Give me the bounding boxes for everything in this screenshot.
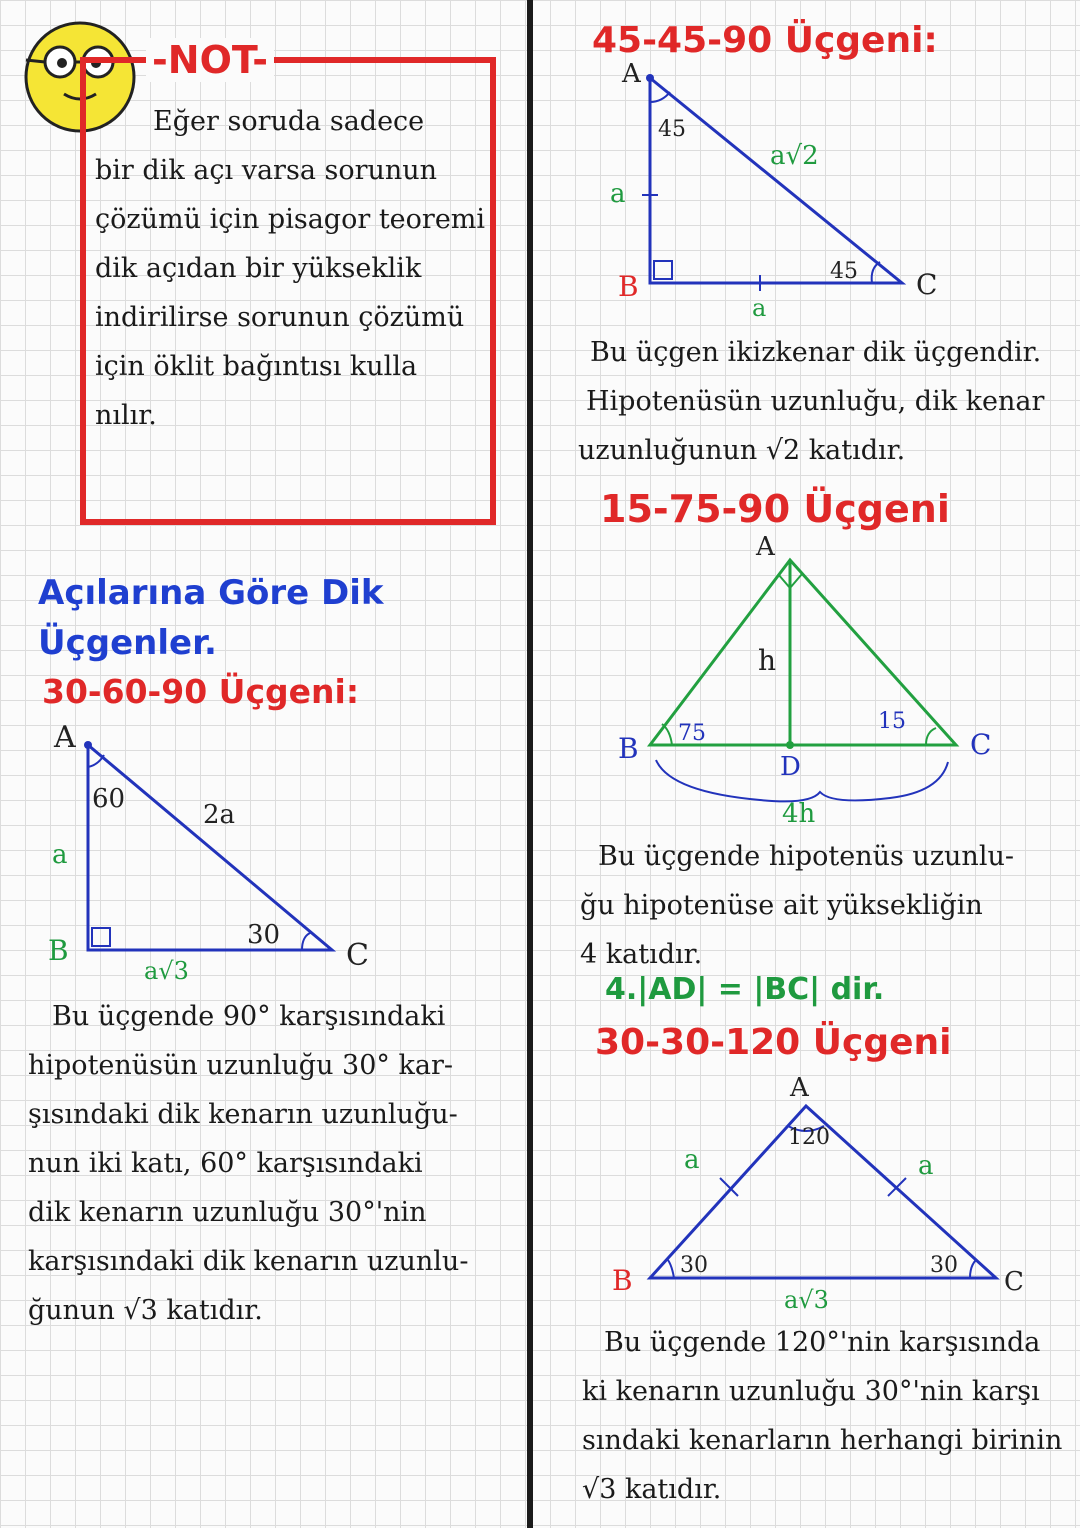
t45-explanation — [578, 328, 1073, 475]
angle-a-label: 45 — [658, 117, 686, 142]
vertex-a-label: A — [54, 720, 76, 755]
hypotenuse-label: a√2 — [770, 141, 819, 171]
vertex-a-label: A — [790, 1073, 809, 1103]
right-side-label: a — [918, 1151, 934, 1181]
text-line: ğu hipotenüse ait yüksekliğin — [580, 890, 983, 921]
note-line: nılır. — [95, 400, 157, 431]
vertex-c-label: C — [916, 268, 938, 301]
text-line: şısındaki dik kenarın uzunluğu- — [28, 1099, 458, 1130]
height-label: h — [758, 644, 777, 677]
angle-b-label: 30 — [680, 1253, 708, 1278]
angle-c-label: 30 — [930, 1253, 958, 1278]
column-divider — [527, 0, 533, 1528]
note-line: dik açıdan bir yükseklik — [95, 253, 422, 284]
angle-c-label: 15 — [878, 709, 906, 734]
t120-title: 30-30-120 Üçgeni — [595, 1022, 952, 1063]
text-line: √3 katıdır. — [582, 1474, 722, 1505]
note-line: Eğer soruda sadece — [153, 106, 425, 137]
base-label: a√3 — [784, 1286, 829, 1314]
text-line: hipotenüsün uzunluğu 30° kar- — [28, 1050, 453, 1081]
note-line: için öklit bağıntısı kulla — [95, 351, 418, 382]
angle-a-label: 60 — [92, 784, 126, 814]
t1575-formula: 4.|AD| = |BC| dir. — [605, 972, 885, 1007]
vertex-c-label: C — [1004, 1267, 1024, 1297]
vertex-a-label: A — [622, 59, 641, 89]
t1575-explanation — [580, 832, 1075, 979]
section-heading — [38, 568, 384, 668]
angle-a-label: 120 — [788, 1125, 830, 1150]
angle-c-label: 30 — [247, 920, 281, 950]
text-line: ğunun √3 katıdır. — [28, 1295, 263, 1326]
text-line: dik kenarın uzunluğu 30°'nin — [28, 1197, 427, 1228]
note-line: çözümü için pisagor teoremi — [95, 204, 486, 235]
text-line: Hipotenüsün uzunluğu, dik kenar — [586, 386, 1045, 417]
text-line: 4 katıdır. — [580, 939, 703, 970]
heading-line: Üçgenler. — [38, 623, 217, 663]
vertex-c-label: C — [346, 938, 369, 973]
vertex-d-label: D — [780, 752, 801, 782]
triangle-45-45-90 — [600, 58, 960, 322]
text-line: uzunluğunun √2 katıdır. — [578, 435, 906, 466]
note-title: -NOT- — [146, 38, 274, 82]
t3060-title: 30-60-90 Üçgeni: — [42, 672, 360, 711]
text-line: Bu üçgende 120°'nin karşısında — [604, 1327, 1041, 1358]
vertex-c-label: C — [970, 728, 992, 761]
angle-b-label: 75 — [678, 721, 706, 746]
heading-line: Açılarına Göre Dik — [38, 573, 384, 613]
text-line: Bu üçgende 90° karşısındaki — [52, 1001, 446, 1032]
text-line: Bu üçgende hipotenüs uzunlu- — [598, 841, 1014, 872]
t120-explanation — [582, 1318, 1077, 1514]
text-line: Bu üçgen ikizkenar dik üçgendir. — [590, 337, 1042, 368]
side-label: a — [610, 179, 626, 209]
hypotenuse-label: 2a — [203, 800, 236, 830]
vertex-b-label: B — [618, 732, 639, 765]
text-line: karşısındaki dik kenarın uzunlu- — [28, 1246, 469, 1277]
vertex-b-label: B — [612, 1264, 633, 1297]
triangle-15-75-90 — [600, 530, 1000, 830]
left-side-label: a — [684, 1145, 700, 1175]
text-line: ki kenarın uzunluğu 30°'nin karşı — [582, 1376, 1040, 1407]
base-label: a√3 — [144, 957, 189, 985]
side-label: a — [52, 840, 68, 870]
t45-title: 45-45-90 Üçgeni: — [592, 20, 938, 61]
note-line: bir dik açı varsa sorunun — [95, 155, 438, 186]
triangle-30-30-120 — [600, 1068, 1024, 1328]
t1575-title: 15-75-90 Üçgeni — [600, 487, 950, 531]
text-line: sındaki kenarların herhangi birinin — [582, 1425, 1063, 1456]
triangle-30-60-90 — [40, 715, 400, 995]
angle-c-label: 45 — [830, 259, 858, 284]
base-label: 4h — [782, 799, 816, 829]
vertex-b-label: B — [48, 934, 69, 967]
note-line: indirilirse sorunun çözümü — [95, 302, 465, 333]
vertex-a-label: A — [756, 532, 775, 562]
base-label: a — [752, 294, 767, 322]
t3060-explanation — [28, 992, 518, 1335]
note-text — [95, 97, 490, 440]
vertex-b-label: B — [618, 270, 639, 303]
text-line: nun iki katı, 60° karşısındaki — [28, 1148, 423, 1179]
